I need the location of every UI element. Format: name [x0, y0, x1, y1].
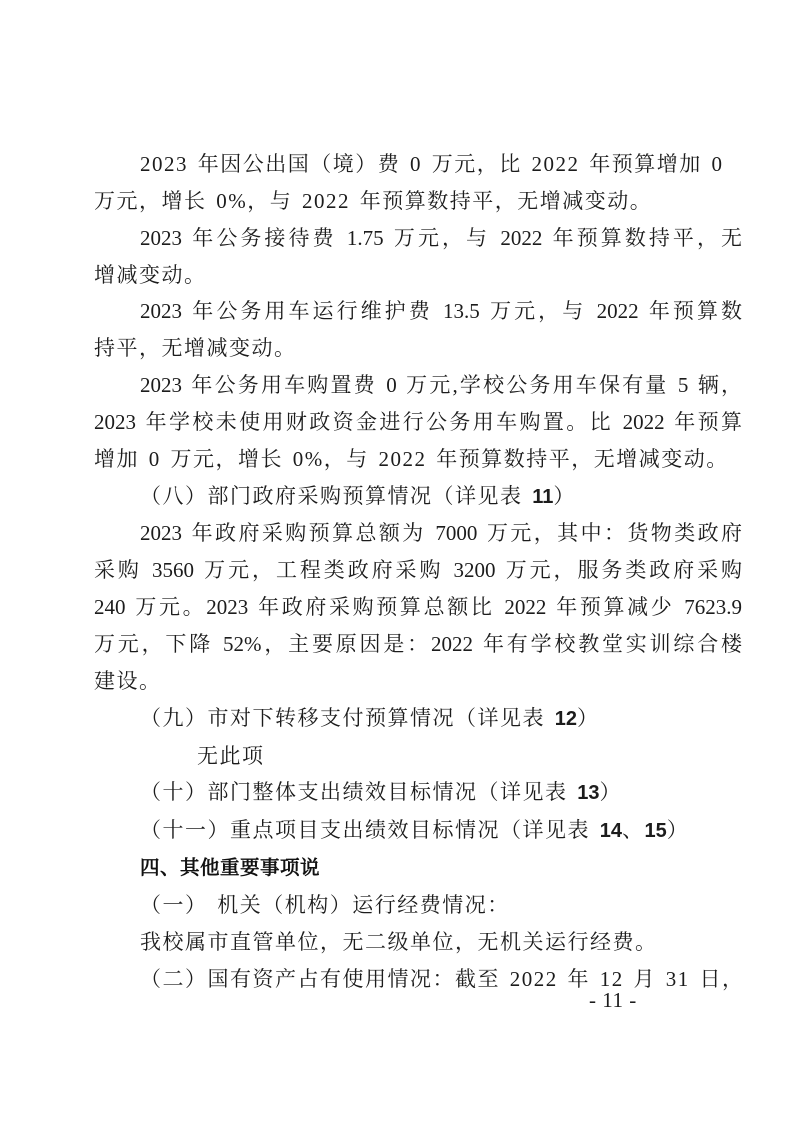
text-line: 2023 年政府采购预算总额为 7000 万元，其中：货物类政府 [140, 521, 742, 546]
text-line: （九）市对下转移支付预算情况（详见表 12） [140, 705, 600, 730]
text-line: （二）国有资产占有使用情况：截至 2022 年 12 月 31 日， [140, 966, 745, 991]
text-line: 2023 年因公出国（境）费 0 万元，比 2022 年预算增加 0 [140, 152, 724, 176]
text-line: （八）部门政府采购预算情况（详见表 11） [140, 483, 576, 508]
text-line: 2023 年公务用车运行维护费 13.5 万元，与 2022 年预算数 [140, 299, 742, 324]
text-line: 万元，增长 0%，与 2022 年预算数持平，无增减变动。 [94, 188, 653, 213]
table-reference-number: 14 [599, 820, 622, 843]
text-line: 万元，下降 52%，主要原因是：2022 年有学校教堂实训综合楼 [94, 631, 742, 656]
text-line: （十）部门整体支出绩效目标情况（详见表 13） [140, 780, 622, 805]
table-reference-number: 12 [554, 707, 577, 730]
section-heading: 四、其他重要事项说 [140, 857, 321, 880]
text-line: 2023 年公务用车购置费 0 万元,学校公务用车保有量 5 辆， [140, 373, 742, 398]
text-line: 2023 年公务接待费 1.75 万元，与 2022 年预算数持平，无 [140, 225, 742, 250]
text-line: 240 万元。2023 年政府采购预算总额比 2022 年预算减少 7623.9 [94, 595, 742, 620]
text-line: 增加 0 万元，增长 0%，与 2022 年预算数持平，无增减变动。 [94, 446, 729, 471]
text-line: 增减变动。 [94, 262, 207, 287]
document-body [94, 146, 745, 997]
text-line: 无此项 [197, 743, 265, 768]
text-line: 持平，无增减变动。 [94, 336, 297, 361]
table-reference-number: 11 [532, 485, 554, 508]
text-line: （十一）重点项目支出绩效目标情况（详见表 14、15） [140, 818, 690, 843]
text-line: 2023 年学校未使用财政资金进行公务用车购置。比 2022 年预算 [94, 409, 742, 434]
text-line: 建设。 [94, 668, 162, 693]
text-line: （一） 机关（机构）运行经费情况： [140, 892, 510, 917]
table-reference-number: 13 [577, 782, 600, 805]
text-line: 采购 3560 万元，工程类政府采购 3200 万元，服务类政府采购 [94, 558, 742, 583]
text-line: 我校属市直管单位，无二级单位，无机关运行经费。 [140, 929, 658, 954]
table-reference-number: 15 [644, 820, 667, 843]
page-number: - 11 - [589, 988, 637, 1012]
